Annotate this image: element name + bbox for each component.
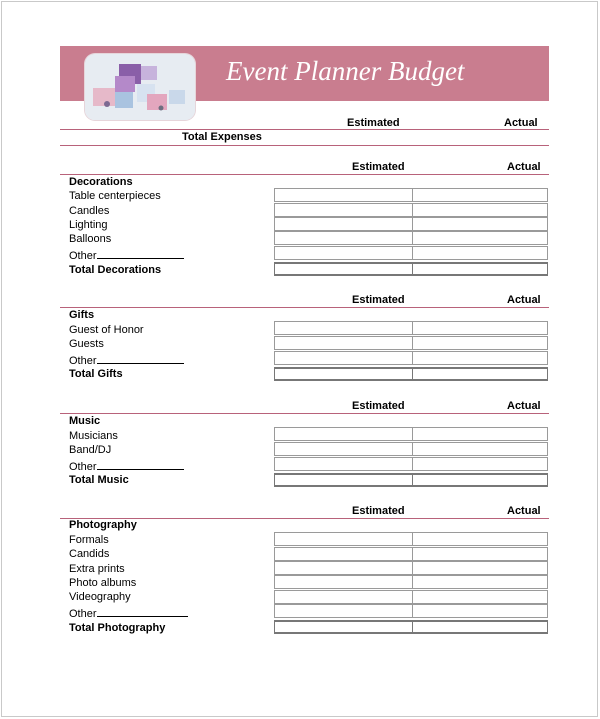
divider <box>60 174 549 175</box>
total-row <box>274 473 548 487</box>
photography-estimated-header: Estimated <box>352 505 405 517</box>
divider <box>60 413 549 414</box>
total-row <box>274 367 548 381</box>
line-item-other: Other <box>69 355 97 367</box>
estimated-cell[interactable] <box>274 321 413 335</box>
actual-cell[interactable] <box>412 217 548 231</box>
estimated-total-cell[interactable] <box>274 473 413 487</box>
gifts-estimated-header: Estimated <box>352 294 405 306</box>
write-in-line[interactable] <box>97 459 184 470</box>
estimated-cell[interactable] <box>274 351 413 365</box>
line-item-other: Other <box>69 608 97 620</box>
line-item-label: Band/DJ <box>69 444 112 456</box>
gifts-actual-header: Actual <box>507 294 541 306</box>
section-total-label: Total Decorations <box>69 264 162 276</box>
table-row <box>274 321 548 335</box>
actual-cell[interactable] <box>412 203 548 217</box>
estimated-total-cell[interactable] <box>274 367 413 381</box>
table-row <box>274 351 548 365</box>
table-row <box>274 427 548 441</box>
estimated-cell[interactable] <box>274 246 413 260</box>
table-row <box>274 442 548 456</box>
table-row <box>274 547 548 561</box>
section-title-gifts: Gifts <box>69 309 95 321</box>
table-row <box>274 217 548 231</box>
estimated-cell[interactable] <box>274 575 413 589</box>
estimated-cell[interactable] <box>274 590 413 604</box>
section-title-photography: Photography <box>69 519 137 531</box>
line-item-label: Lighting <box>69 219 108 231</box>
line-item-label: Guests <box>69 338 104 350</box>
section-total-label: Total Photography <box>69 622 166 634</box>
estimated-cell[interactable] <box>274 547 413 561</box>
actual-cell[interactable] <box>412 336 548 350</box>
table-row <box>274 590 548 604</box>
line-item-label: Table centerpieces <box>69 190 161 202</box>
total-row <box>274 620 548 634</box>
line-item-other: Other <box>69 250 97 262</box>
estimated-cell[interactable] <box>274 604 413 618</box>
line-item-label: Candids <box>69 548 110 560</box>
line-item-label: Extra prints <box>69 563 125 575</box>
table-row <box>274 561 548 575</box>
total-row <box>274 262 548 276</box>
line-item-label: Videography <box>69 591 131 603</box>
write-in-line[interactable] <box>97 606 188 617</box>
estimated-cell[interactable] <box>274 231 413 245</box>
actual-cell[interactable] <box>412 427 548 441</box>
line-item-label <box>69 248 184 262</box>
line-item-label: Musicians <box>69 430 118 442</box>
actual-total-cell[interactable] <box>412 262 548 276</box>
estimated-cell[interactable] <box>274 336 413 350</box>
write-in-line[interactable] <box>97 248 184 259</box>
estimated-cell[interactable] <box>274 427 413 441</box>
line-item-label: Formals <box>69 534 109 546</box>
estimated-cell[interactable] <box>274 532 413 546</box>
section-title-decorations: Decorations <box>69 176 133 188</box>
actual-cell[interactable] <box>412 532 548 546</box>
page-title: Event Planner Budget <box>226 56 465 86</box>
estimated-total-cell[interactable] <box>274 620 413 634</box>
estimated-cell[interactable] <box>274 217 413 231</box>
table-row <box>274 203 548 217</box>
table-row <box>274 575 548 589</box>
photography-actual-header: Actual <box>507 505 541 517</box>
table-row <box>274 246 548 260</box>
estimated-total-cell[interactable] <box>274 262 413 276</box>
line-item-label: Candles <box>69 205 110 217</box>
actual-cell[interactable] <box>412 561 548 575</box>
actual-cell[interactable] <box>412 547 548 561</box>
table-row <box>274 231 548 245</box>
section-total-label: Total Gifts <box>69 368 123 380</box>
divider <box>60 307 549 308</box>
actual-cell[interactable] <box>412 590 548 604</box>
table-row <box>274 532 548 546</box>
line-item-label <box>69 459 184 473</box>
actual-cell[interactable] <box>412 351 548 365</box>
estimated-cell[interactable] <box>274 457 413 471</box>
line-item-label: Photo albums <box>69 577 137 589</box>
total-expenses-label: Total Expenses <box>182 131 262 143</box>
actual-cell[interactable] <box>412 321 548 335</box>
line-item-other: Other <box>69 461 97 473</box>
gift-boxes-image <box>85 54 195 120</box>
actual-cell[interactable] <box>412 246 548 260</box>
divider <box>60 145 549 146</box>
actual-cell[interactable] <box>412 231 548 245</box>
line-item-label: Guest of Honor <box>69 324 144 336</box>
actual-cell[interactable] <box>412 575 548 589</box>
line-item-label <box>69 353 184 367</box>
actual-cell[interactable] <box>412 604 548 618</box>
decorations-actual-header: Actual <box>507 161 541 173</box>
table-row <box>274 457 548 471</box>
actual-cell[interactable] <box>412 188 548 202</box>
table-row <box>274 188 548 202</box>
section-total-label: Total Music <box>69 474 129 486</box>
estimated-cell[interactable] <box>274 561 413 575</box>
estimated-cell[interactable] <box>274 188 413 202</box>
actual-total-cell[interactable] <box>412 367 548 381</box>
music-actual-header: Actual <box>507 400 541 412</box>
table-row <box>274 604 548 618</box>
decorations-estimated-header: Estimated <box>352 161 405 173</box>
music-estimated-header: Estimated <box>352 400 405 412</box>
write-in-line[interactable] <box>97 353 184 364</box>
actual-total-cell[interactable] <box>412 620 548 634</box>
summary-actual-header: Actual <box>504 117 538 129</box>
actual-cell[interactable] <box>412 442 548 456</box>
line-item-label: Balloons <box>69 233 112 245</box>
estimated-cell[interactable] <box>274 442 413 456</box>
section-title-music: Music <box>69 415 101 427</box>
actual-total-cell[interactable] <box>412 473 548 487</box>
actual-cell[interactable] <box>412 457 548 471</box>
line-item-label <box>69 606 188 620</box>
divider <box>60 129 549 130</box>
table-row <box>274 336 548 350</box>
summary-estimated-header: Estimated <box>347 117 400 129</box>
estimated-cell[interactable] <box>274 203 413 217</box>
